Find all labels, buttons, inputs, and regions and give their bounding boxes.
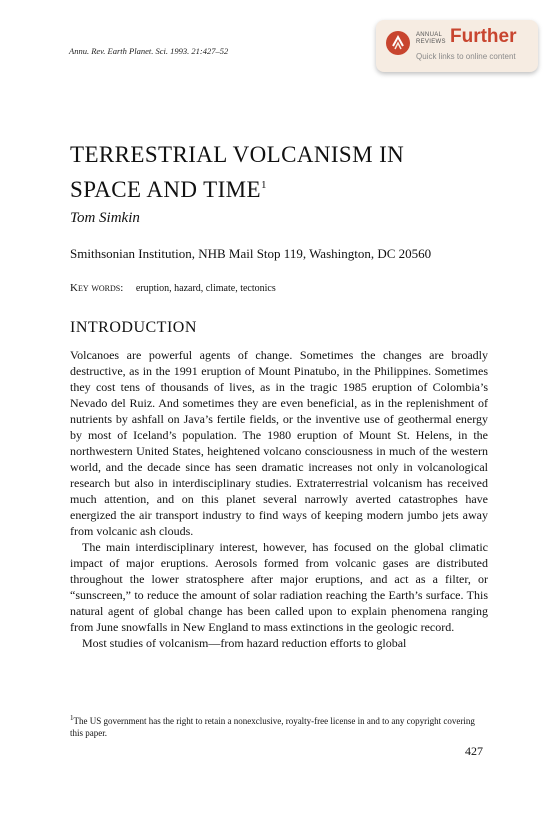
journal-reference: Annu. Rev. Earth Planet. Sci. 1993. 21:427–52	[69, 46, 229, 56]
annual-reviews-logo-icon	[386, 31, 410, 55]
section-heading: INTRODUCTION	[70, 319, 197, 336]
page-number: 427	[465, 744, 483, 758]
article-title-line2: SPACE AND TIME	[70, 177, 261, 202]
footnote-text: The US government has the right to retain a nonexclusive, royalty-free license in and to any copyright covering this paper.	[70, 716, 475, 738]
annual-reviews-line2: REVIEWS	[416, 39, 446, 45]
title-footnote-mark: 1	[260, 179, 267, 191]
article-title-line1: TERRESTRIAL VOLCANISM IN	[70, 142, 405, 167]
body-text	[70, 347, 488, 651]
paragraph: Volcanoes are powerful agents of change. Sometimes the changes are broadly destructive, as in the 1991 eruption of Mount Pinatubo, in the Philippines. Sometimes they cost tens of thousands of lives, as in the tragic 1985 eruption of Colombia’s Nevado del Ruiz. And sometimes they are even beneficial, as in the replenishment of nutrients by ashfall on Java’s fertile fields, or the inventive use of geothermal energy by most of Iceland’s population. The 1980 eruption of Mount St. Helens, in the northwestern United States, heightened volcano consciousness in much of the western world, and the decade since has seen dramatic increases not only in volcanological research but also in interdisciplinary studies. Extraterrestrial volcanism has received much attention, and on this planet several narrowly averted catastrophes have energized the air transport industry to find ways of keeping modern jumbo jets away from volcanic ash clouds.	[70, 348, 488, 538]
keywords-line	[70, 282, 276, 294]
further-links-button[interactable]	[376, 20, 538, 72]
further-subtext: Quick links to online content	[416, 52, 516, 61]
author-affiliation: Smithsonian Institution, NHB Mail Stop 119, Washington, DC 20560	[70, 246, 432, 261]
keywords-label: Key words:	[70, 282, 124, 294]
annual-reviews-line1: ANNUAL	[416, 32, 443, 38]
paragraph: The main interdisciplinary interest, however, has focused on the global climatic impact of major eruptions. Aerosols formed from volcanic gases are distributed throughout the lower stratosphere after major eruptions, and act as a filter, or “sunscreen,” to reduce the amount of solar radiation reaching the Earth’s surface. This natural agent of global change has been called upon to explain phenomena ranging from June snowfalls in New England to mass extinctions in the geologic record.	[70, 540, 488, 634]
paragraph: Most studies of volcanism—from hazard reduction efforts to global	[82, 636, 407, 650]
annual-reviews-wordmark	[416, 32, 446, 46]
footnote-mark: 1	[70, 714, 74, 722]
article-title	[70, 140, 404, 205]
further-title: Further	[450, 26, 517, 47]
footnote	[70, 712, 488, 739]
keywords-list: eruption, hazard, climate, tectonics	[135, 283, 276, 294]
author-name: Tom Simkin	[70, 210, 140, 226]
